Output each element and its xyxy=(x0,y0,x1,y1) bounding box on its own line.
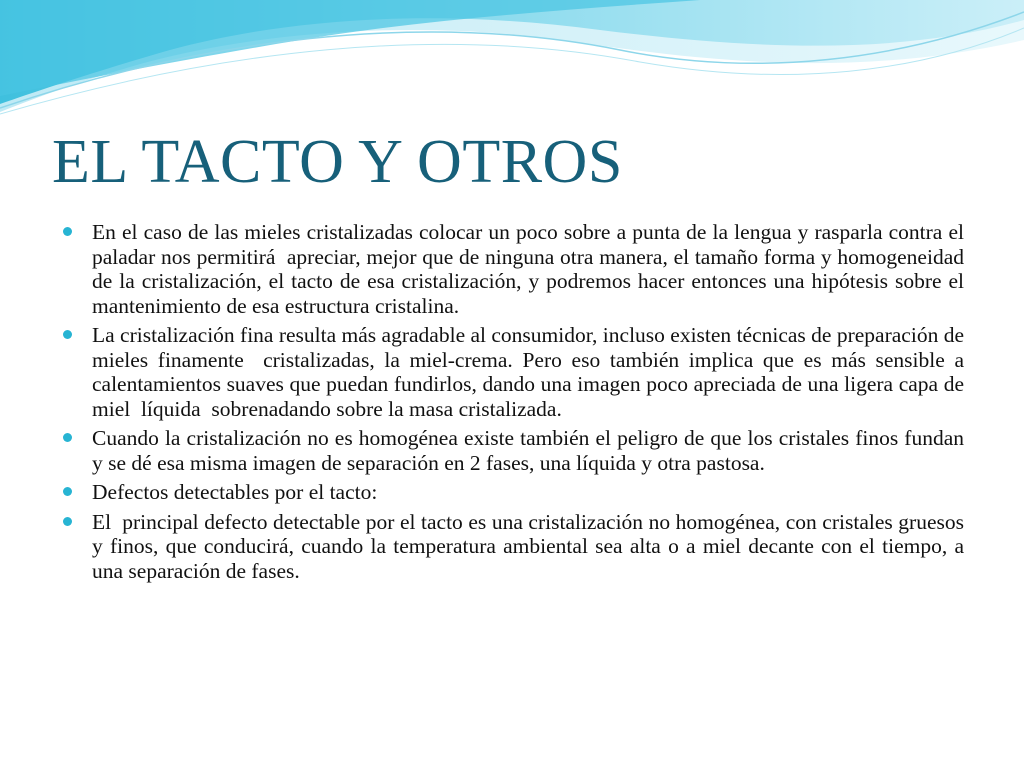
slide-title: EL TACTO Y OTROS xyxy=(52,128,623,196)
bullet-dot-icon xyxy=(63,487,72,496)
bullet-dot-icon xyxy=(63,517,72,526)
bullet-text: En el caso de las mieles cristalizadas colocar un poco sobre a punta de la lengua y rasparla contra el paladar nos permitirá apreciar, mejor que de ninguna otra manera, el tamaño forma y homogeneidad de la cristalización, el tacto de esa cristalización, y podremos hacer entonces una hipótesis sobre el mantenimiento de esa estructura cristalina. xyxy=(92,220,970,318)
decorative-wave-header xyxy=(0,0,1024,130)
bullet-dot-icon xyxy=(63,227,72,236)
bullet-item xyxy=(62,220,970,318)
bullet-dot-icon xyxy=(63,330,72,339)
bullet-text: La cristalización fina resulta más agradable al consumidor, incluso existen técnicas de preparación de mieles finamente cristalizadas, la miel-crema. Pero eso también implica que es más sensible a calentamientos suaves que puedan fundirlos, dando una imagen poco apreciada de una ligera capa de miel líquida sobrenadando sobre la masa cristalizada. xyxy=(92,323,970,421)
bullet-text: Defectos detectables por el tacto: xyxy=(92,480,378,504)
bullet-item xyxy=(62,426,970,475)
bullet-list xyxy=(62,220,970,588)
bullet-dot-icon xyxy=(63,433,72,442)
bullet-text: El principal defecto detectable por el tacto es una cristalización no homogénea, con cristales gruesos y finos, que conducirá, cuando la temperatura ambiental sea alta o a miel decante con el tiempo, a una separación de fases. xyxy=(92,509,970,583)
bullet-text: Cuando la cristalización no es homogénea existe también el peligro de que los cristales finos fundan y se dé esa misma imagen de separación en 2 fases, una líquida y otra pastosa. xyxy=(92,426,970,475)
bullet-item xyxy=(62,509,970,584)
bullet-item xyxy=(62,480,964,505)
bullet-item xyxy=(62,323,970,421)
